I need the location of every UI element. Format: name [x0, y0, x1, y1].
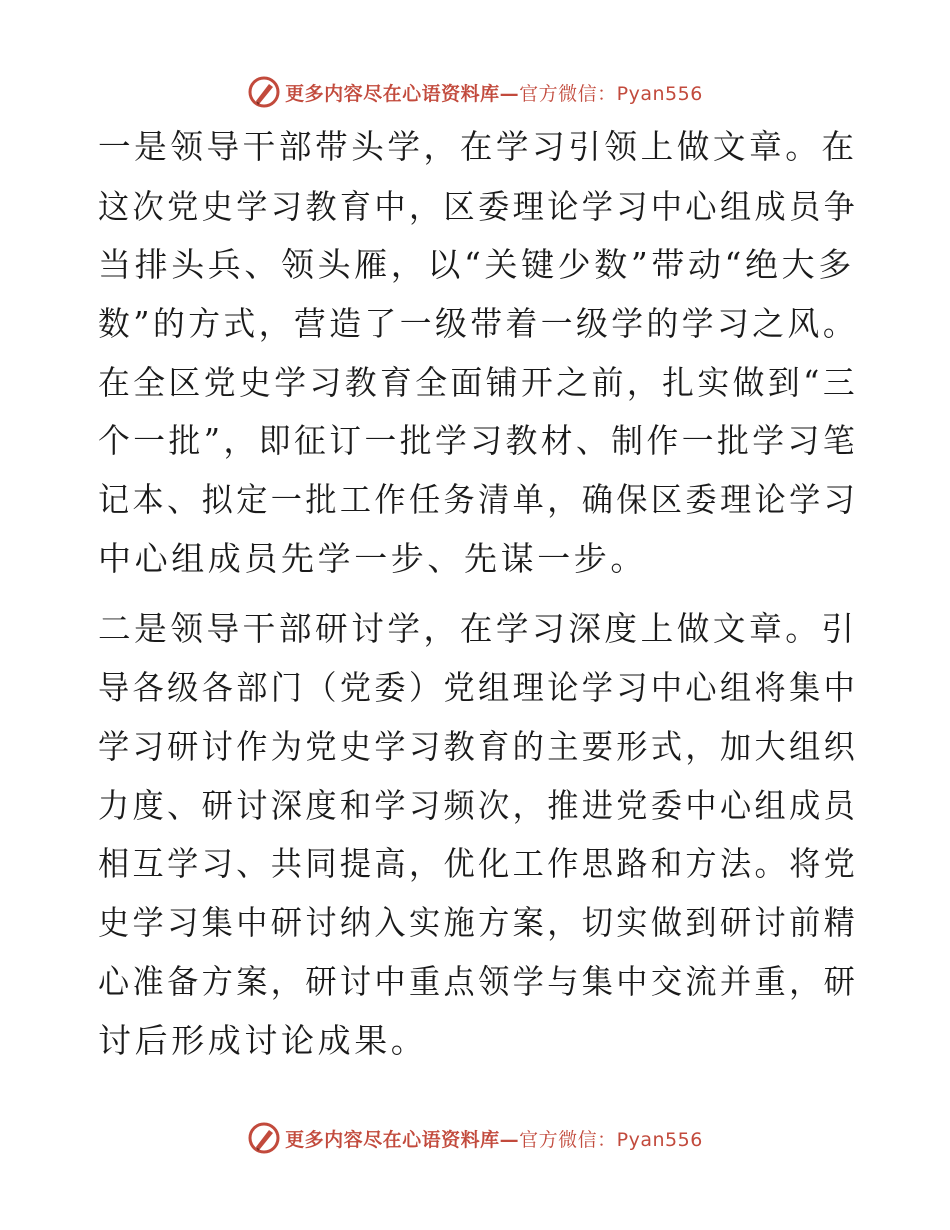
text-line: 史学习集中研讨纳入实施方案，切实做到研讨前精 [98, 903, 859, 942]
text-line: 中心组成员先学一步、先谋一步。 [98, 539, 647, 578]
text-line: 导各级各部门（党委）党组理论学习中心组将集中 [98, 668, 859, 707]
text-line: 相互学习、共同提高，优化工作思路和方法。将党 [98, 844, 859, 883]
text-line: 讨后形成讨论成果。 [98, 1021, 428, 1060]
footer-banner-contact: 官方微信：Pyan556 [519, 1128, 703, 1151]
footer-banner [0, 1118, 950, 1158]
text-line: 记本、拟定一批工作任务清单，确保区委理论学习 [98, 480, 859, 519]
text-line: 数”的方式，营造了一级带着一级学的学习之风。 [98, 304, 859, 343]
text-line: 一是领导干部带头学，在学习引领上做文章。在 [98, 127, 858, 166]
text-line: 力度、研讨深度和学习频次，推进党委中心组成员 [98, 786, 859, 825]
text-line: 二是领导干部研讨学，在学习深度上做文章。引 [98, 609, 858, 648]
text-line: 在全区党史学习教育全面铺开之前，扎实做到“三 [98, 363, 859, 402]
text-line: 这次党史学习教育中，区委理论学习中心组成员争 [98, 187, 859, 226]
footer-banner-text: 更多内容尽在心语资料库— [285, 1128, 520, 1151]
pen-logo-icon [247, 75, 281, 109]
pen-logo-icon [247, 1121, 281, 1155]
text-line: 心准备方案，研讨中重点领学与集中交流并重，研 [98, 962, 859, 1001]
header-banner [0, 72, 950, 112]
text-line: 当排头兵、领头雁，以“关键少数”带动“绝大多 [98, 245, 855, 284]
header-banner-contact: 官方微信：Pyan556 [519, 82, 703, 105]
text-line: 学习研讨作为党史学习教育的主要形式，加大组织 [98, 727, 859, 766]
text-line: 个一批”，即征订一批学习教材、制作一批学习笔 [98, 421, 859, 460]
header-banner-text: 更多内容尽在心语资料库— [285, 82, 520, 105]
